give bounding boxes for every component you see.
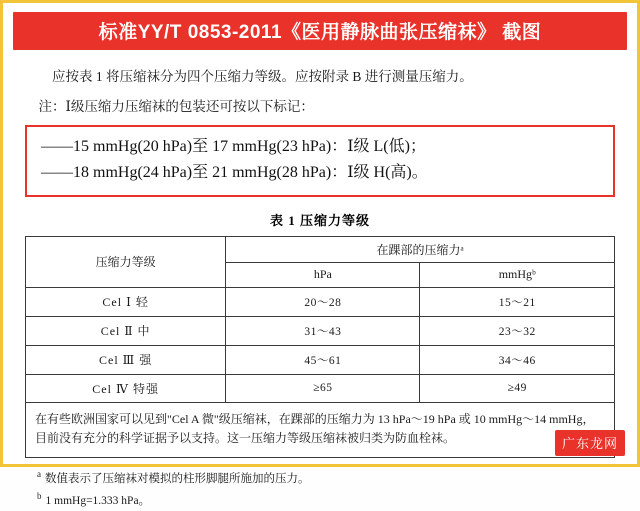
column-header-group: 在踝部的压缩力ᵃ <box>226 236 615 262</box>
highlight-box <box>25 125 615 197</box>
table-row <box>26 374 615 402</box>
footnote-marker-b: b <box>37 490 42 501</box>
cell-hpa: ≥65 <box>226 374 420 402</box>
highlight-line-1: ——15 mmHg(20 hPa)至 17 mmHg(23 hPa)：Ⅰ级 L(低)； <box>41 137 426 155</box>
footnote-text-a: 数值表示了压缩袜对模拟的柱形脚腿所施加的压力。 <box>45 472 310 485</box>
table-row <box>26 345 615 374</box>
note-label: 注：Ⅰ级压缩力压缩袜的包装还可按以下标记： <box>38 98 314 114</box>
cell-mmhg: 15～21 <box>420 287 615 316</box>
footnote-b <box>37 489 615 511</box>
cell-mmhg: 23～32 <box>420 316 615 345</box>
footnote-text-b: 1 mmHg=1.333 hPa。 <box>45 494 151 507</box>
cell-level: Cel Ⅰ 轻 <box>26 287 226 316</box>
highlight-line-2: ——18 mmHg(24 hPa)至 21 mmHg(28 hPa)：Ⅰ级 H(高)。 <box>41 163 428 181</box>
table-row <box>26 287 615 316</box>
compression-class-table <box>25 236 615 403</box>
table-note: 在有些欧洲国家可以见到"Cel A 微"级压缩袜，在踝部的压缩力为 13 hPa～19 hPa 或 10 mmHg～14 mmHg，目前没有充分的科学证据予以支持。这一压缩力等级压缩袜被归类为防血栓袜。 <box>25 403 615 458</box>
cell-hpa: 31～43 <box>226 316 420 345</box>
column-header-hpa: hPa <box>226 262 420 287</box>
column-header-level: 压缩力等级 <box>26 236 226 287</box>
column-header-mmhg: mmHgᵇ <box>420 262 615 287</box>
page-title: 标准YY/T 0853-2011《医用静脉曲张压缩袜》 截图 <box>13 12 627 50</box>
footnote-marker-a: a <box>37 468 41 479</box>
footnotes <box>25 467 615 511</box>
cell-level: Cel Ⅲ 强 <box>26 345 226 374</box>
table-caption: 表 1 压缩力等级 <box>269 212 370 228</box>
cell-mmhg: ≥49 <box>420 374 615 402</box>
watermark: 广东龙网 <box>555 430 625 456</box>
cell-hpa: 20～28 <box>226 287 420 316</box>
cell-hpa: 45～61 <box>226 345 420 374</box>
footnote-a <box>37 467 615 489</box>
document-body <box>3 66 637 511</box>
table-row <box>26 316 615 345</box>
intro-paragraph: 应按表 1 将压缩袜分为四个压缩力等级。应按附录 B 进行测量压缩力。 <box>52 69 473 84</box>
cell-mmhg: 34～46 <box>420 345 615 374</box>
table-header-row-group <box>26 236 615 262</box>
cell-level: Cel Ⅳ 特强 <box>26 374 226 402</box>
cell-level: Cel Ⅱ 中 <box>26 316 226 345</box>
